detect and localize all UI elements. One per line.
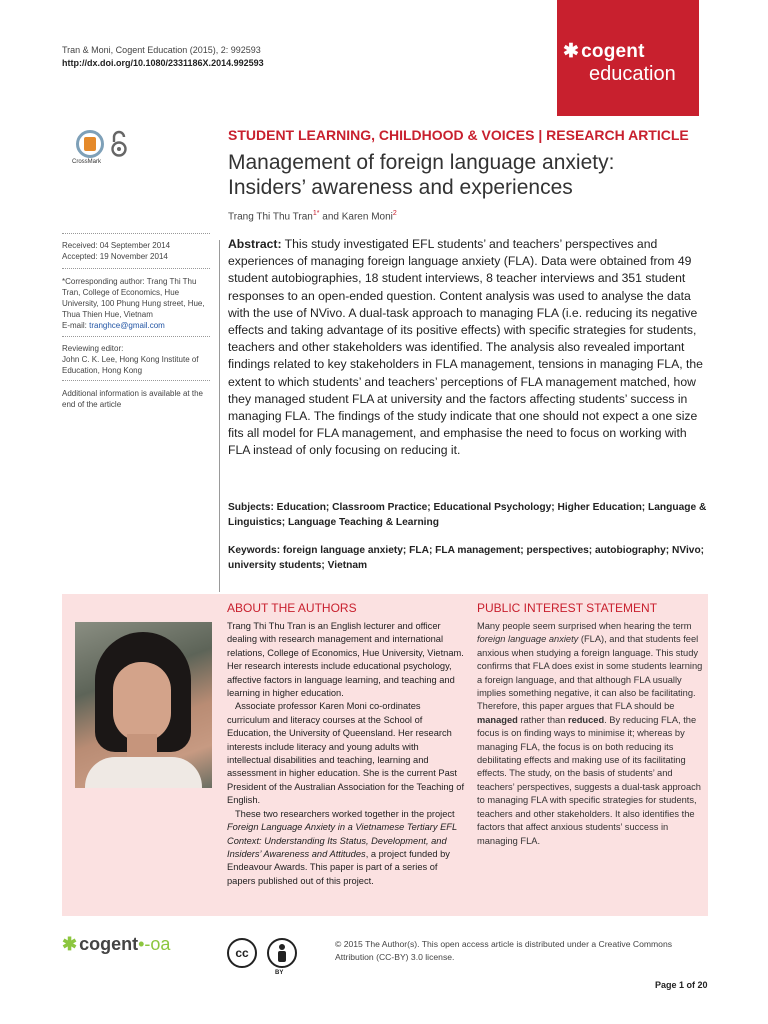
keywords: Keywords: foreign language anxiety; FLA; FLA management; perspectives; autobiography; NVivo; university students; Vietnam [228,545,705,571]
author-2-affil: 2 [392,210,397,217]
attribution-icon[interactable] [267,938,297,968]
meta-divider [62,380,210,381]
title-line2: Insiders’ awareness and experiences [228,176,573,199]
crossmark-icon[interactable] [76,130,104,158]
author-2[interactable]: Karen Moni [341,211,393,223]
doi-link[interactable]: http://dx.doi.org/10.1080/2331186X.2014.992593 [62,58,264,68]
author-list [228,210,397,222]
email-link[interactable]: tranghce@gmail.com [89,321,165,330]
project-title: Foreign Language Anxiety in a Vietnamese Tertiary EFL Context: Understanding Its Status, Development, and Insiders’ Awareness and Attitudes [227,822,457,859]
additional-info: Additional information is available at the end of the article [62,389,203,409]
public-interest-text: Many people seem surprised when hearing the term foreign language anxiety (FLA), and that students feel anxious when studying a foreign language. This study confirms that FLA does exist in some students learning a foreign language, and that although FLA usually implies something negative, it can also be facilitating. Therefore, this paper argues that FLA should be managed rather than reduced. By reducing FLA, the focus is on finding ways to minimise it; whereas by managing FLA, the focus is on both reducing its debilitating effects and making use of its facilitating effects. The study, on the basis of students’ and teachers’ perspectives, suggests a dual-task approach to managing FLA with specific strategies for students, teachers and other stakeholders. It also identifies the factors that affect anxious students’ success in managing FLA. [477,621,703,846]
email-label: E-mail: [62,321,90,330]
accepted-date: Accepted: 19 November 2014 [62,252,168,261]
journal-brand [557,0,699,116]
author-1-affil: 1* [312,210,320,217]
reviewing-label: Reviewing editor: [62,344,124,353]
subjects: Subjects: Education; Classroom Practice; Educational Psychology; Higher Education; Language & Linguistics; Language Teaching & Learning [228,502,707,528]
article-title [228,150,728,200]
about-paragraph-2: Associate professor Karen Moni co-ordinates curriculum and literacy courses at the School of Education, the University of Queensland. Her research interests include literacy and young adults with intellectual disabilities and teaching, learning and assessment in higher education. She is the current Past President of the Australian Association for the Teaching of English. [227,701,465,806]
cogent-oa-logo[interactable]: ✱ cogent•-oa [62,934,171,954]
about-paragraph-1: Trang Thi Thu Tran is an English lecturer and officer dealing with research management and international relations, College of Economics, Hue University, Vietnam. Her research interests include educational psychology, affective factors in language learning, and teaching and learning in higher education. [227,621,464,699]
cogent-star-icon: ✱ [62,934,78,954]
article-section: STUDENT LEARNING, CHILDHOOD & VOICES | RESEARCH ARTICLE [228,127,689,143]
dates-block [62,240,210,262]
title-line1: Management of foreign language anxiety: [228,151,615,174]
received-date: Received: 04 September 2014 [62,241,171,250]
column-divider [219,240,220,592]
abstract-label: Abstract: [228,237,282,251]
citation: Tran & Moni, Cogent Education (2015), 2: 992593 [62,45,261,55]
creative-commons-icon[interactable]: cc [227,938,257,968]
author-1[interactable]: Trang Thi Thu Tran [228,211,313,223]
meta-divider [62,268,210,269]
reviewing-name: John C. K. Lee, Hong Kong Institute of Education, Hong Kong [62,355,199,375]
brand-line1: cogent [581,41,645,62]
license-text: © 2015 The Author(s). This open access article is distributed under a Creative Commons Attribution (CC-BY) 3.0 license. [335,939,673,962]
about-authors-text [227,620,465,888]
about-authors-heading: ABOUT THE AUTHORS [227,601,357,615]
by-label: BY [275,970,284,976]
abstract [228,236,710,460]
reviewing-editor [62,343,210,376]
open-access-icon [110,130,128,165]
author-photo [75,622,212,788]
crossmark-label: CrossMark [72,159,102,165]
abstract-text: This study investigated EFL students’ and teachers’ perspectives and experiences of managing foreign language anxiety (FLA). Data were obtained from 49 student autobiographies, 18 student interviews, 8 teacher interviews and 351 student responses to an open-ended question. Content analysis was used to analyse the data with the use of NVivo. A dual-task approach to managing FLA (i.e. reducing its negative effects and taking advantage of its positive effects) with specific strategies for students, teachers and other stakeholders was identified. The analysis also revealed important findings related to key stakeholders in FLA management, tensions in managing FLA, the extent to which students’ and teachers’ perceptions of FLA management matched, how they managed student FLA at university and the factors affecting students’ success in managing FLA. The findings of the study indicate that one should not expect a one size fits all model for FLA management, and emphasise the need to focus on working with FLA instead of only focusing on reducing it. [228,237,703,458]
corresponding-text: *Corresponding author: Trang Thi Thu Tran, College of Economics, Hue University, 100 Phung Hung street, Hue, Thua Thien Hue, Vietnam [62,277,205,319]
meta-divider [62,336,210,337]
corresponding-author [62,276,210,331]
meta-divider [62,233,210,234]
cogent-star-icon: ✱ [563,41,580,62]
citation-block [62,44,264,70]
author-separator: and [319,211,342,223]
brand-line2: education [589,63,676,85]
public-interest-heading: PUBLIC INTEREST STATEMENT [477,601,658,615]
about-paragraph-3: These two researchers worked together in the project Foreign Language Anxiety in a Vietnamese Tertiary EFL Context: Understanding Its Status, Development, and Insiders’ Awareness and Attitudes, a project funded by Endeavour Awards. This paper is part of a series of papers published out of this project. [227,808,457,886]
page-number: Page 1 of 20 [655,980,708,990]
